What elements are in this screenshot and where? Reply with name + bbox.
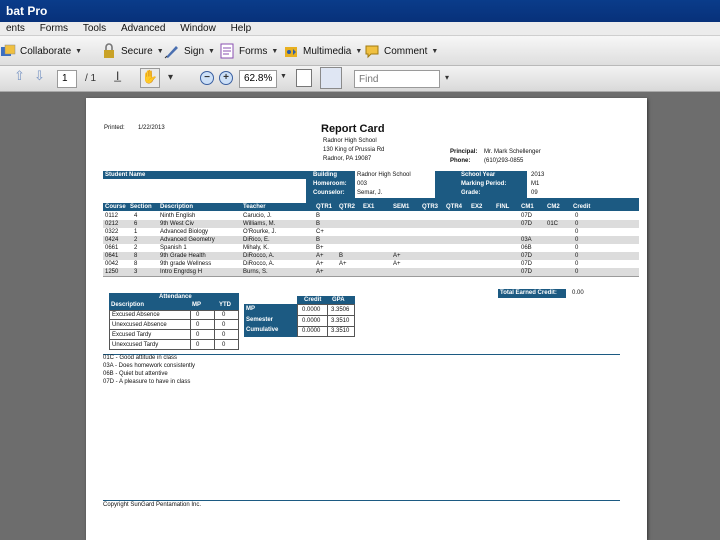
student-name-label: Student Name [105,172,146,178]
marking-period-label: Marking Period: [461,181,507,187]
col-section: Section [130,204,152,210]
forms-button[interactable]: Forms ▼ [219,42,278,60]
cell-course: 0042 [105,261,119,267]
form-icon [219,43,235,59]
cell-cm2: 01C [547,221,559,227]
gpa-credit-value: 0.0000 [302,318,321,324]
col-qtr3: QTR3 [422,204,439,210]
menu-edit[interactable]: ents [6,23,25,34]
next-page-icon[interactable]: ⇩ [34,68,45,83]
multimedia-icon [283,43,299,59]
comment-line: 01C - Good attitude in class [103,355,178,361]
attendance-col-mp: MP [192,302,201,308]
attendance-table [109,310,239,350]
gpa-value: 3.3510 [331,328,350,334]
cell-section: 8 [134,261,138,267]
menu-forms[interactable]: Forms [39,23,69,34]
table-row [103,268,639,276]
select-text-icon[interactable]: I̲ [116,69,120,83]
col-credit: Credit [573,204,591,210]
cell-cm1: 07D [521,213,533,219]
gpa-value: 3.3510 [331,318,350,324]
cell-credit: 0 [575,237,579,243]
attendance-ytd: 0 [222,312,226,318]
report-title: Report Card [321,123,385,135]
zoom-input[interactable]: 62.8% [239,70,277,88]
cell-cm1: 07D [521,269,533,275]
cell-section: 2 [134,245,138,251]
gpa-value: 3.3506 [331,307,350,313]
table-row [110,341,238,350]
col-qtr1: QTR1 [316,204,333,210]
cell-course: 0661 [105,245,119,251]
comment-line: 06B - Quiet but attentive [103,371,168,377]
menu-help[interactable]: Help [230,23,252,34]
gpa-row-labels [244,304,297,337]
table-row [110,331,238,340]
counselor-value: Semar, J. [357,190,383,196]
table-row [110,311,238,320]
counselor-label: Counselor: [313,190,345,196]
school-city: Radnor, PA 19087 [323,156,372,162]
phone-value: (610)293-0855 [484,158,524,164]
col-cm2: CM2 [547,204,560,210]
cell-teacher: DiRocco, A. [243,261,275,267]
cell-section: 4 [134,213,138,219]
cell-qtr2: A+ [339,261,347,267]
cell-qtr1: A+ [316,269,324,275]
window-title: bat Pro [6,4,48,18]
cell-course: 0641 [105,253,119,259]
attendance-divider [214,311,215,349]
cell-course: 1250 [105,269,119,275]
document-page [86,98,647,540]
cell-credit: 0 [575,229,579,235]
cell-cm1: 07D [521,253,533,259]
previous-page-icon[interactable]: ⇧ [14,68,25,83]
phone-label: Phone: [450,158,471,164]
homeroom-value: 003 [357,181,368,187]
course-header-row [103,203,639,211]
zoom-in-icon[interactable]: + [219,71,233,85]
tool-options-icon[interactable]: ▾ [168,72,174,83]
col-cm1: CM1 [521,204,534,210]
cell-qtr1: B [316,221,321,227]
cell-teacher: DiRocco, A. [243,253,275,259]
cell-section: 3 [134,269,138,275]
gpa-credit-value: 0.0000 [302,307,321,313]
cell-qtr1: A+ [316,253,324,259]
cell-description: Spanish 1 [160,245,187,251]
gpa-divider [298,326,354,327]
find-options-icon[interactable]: ▾ [445,73,450,82]
gpa-divider [298,315,354,316]
cell-course: 0322 [105,229,119,235]
cell-qtr1: B+ [316,245,324,251]
cell-credit: 0 [575,253,579,259]
cell-cm1: 07D [521,261,533,267]
attendance-mp: 0 [196,322,200,328]
col-ex2: EX2 [471,204,483,210]
footer-rule [103,500,620,501]
fit-page-icon[interactable] [296,69,312,87]
cell-course: 0112 [105,213,118,219]
attendance-ytd: 0 [222,342,226,348]
cell-teacher: DiRico, E. [243,237,270,243]
grade-value: 09 [531,190,538,196]
table-bottom-rule [103,276,639,277]
menu-advanced[interactable]: Advanced [120,23,166,34]
collaborate-icon [0,43,16,59]
cell-description: 9th Grade Health [160,253,206,259]
printed-label: Printed: [104,125,125,131]
cell-qtr1: A+ [316,261,324,267]
gpa-credit-value: 0.0000 [302,328,321,334]
collaborate-button[interactable]: Collaborate ▼ [0,42,82,60]
cell-teacher: Mihaly, K. [243,245,269,251]
cell-cm1: 06B [521,245,532,251]
attendance-description: Excused Tardy [112,332,152,338]
col-qtr2: QTR2 [339,204,356,210]
total-credit-label-cell [498,289,566,298]
tasks-toolbar [0,36,720,66]
school-name: Radnor High School [323,138,377,144]
cell-description: Advanced Geometry [160,237,215,243]
comment-line: 03A - Does homework consistently [103,363,196,369]
cell-credit: 0 [575,213,579,219]
attendance-mp: 0 [196,332,200,338]
col-finl: FINL [496,204,510,210]
cell-credit: 0 [575,261,579,267]
comment-icon [364,43,380,59]
cell-description: Intro Engrdsg H [160,269,203,275]
cell-description: Ninth English [160,213,196,219]
comments-rule [103,354,620,355]
total-credit-label: Total Earned Credit: [500,290,557,296]
col-teacher: Teacher [243,204,266,210]
principal-value: Mr. Mark Schellenger [484,149,541,155]
cell-course: 0424 [105,237,119,243]
page-total: / 1 [85,73,97,84]
secure-button[interactable]: Secure ▼ [101,42,164,60]
window-title-bar [0,0,720,22]
comment-line: 07D - A pleasure to have in class [103,379,191,385]
gpa-col-credit: Credit [304,297,322,303]
gpa-row-mp: MP [246,306,255,312]
col-qtr4: QTR4 [446,204,463,210]
cell-qtr1: C+ [316,229,324,235]
attendance-ytd: 0 [222,332,226,338]
gpa-header [297,296,355,304]
table-row [103,252,639,260]
attendance-description: Unexcused Tardy [112,342,159,348]
cell-teacher: Carucio, J. [243,213,272,219]
page-navigation-toolbar [0,66,720,92]
copyright-footer: Copyright SunGard Pentamation Inc. [103,502,202,508]
attendance-description: Unexcused Absence [112,322,167,328]
gpa-row-cumulative: Cumulative [246,327,279,333]
cell-cm1: 03A [521,237,532,243]
cell-sem1: A+ [393,253,401,259]
building-label: Building [313,172,337,178]
gpa-divider [327,305,328,336]
menu-bar [0,22,720,36]
attendance-mp: 0 [196,312,200,318]
total-credit-value: 0.00 [572,290,584,296]
cell-course: 0212 [105,221,119,227]
cell-section: 2 [134,237,138,243]
col-course: Course [105,204,126,210]
grade-label: Grade: [461,190,481,196]
cell-qtr2: B [339,253,344,259]
gpa-table [297,304,355,337]
attendance-header [109,293,239,310]
attendance-col-description: Description [111,302,145,308]
attendance-col-ytd: YTD [219,302,231,308]
multimedia-button[interactable]: Multimedia ▼ [283,42,362,60]
gpa-col-gpa: GPA [332,297,345,303]
cell-sem1: A+ [393,261,401,267]
cell-teacher: O'Rourke, J. [243,229,277,235]
attendance-description: Excused Absence [112,312,160,318]
sign-button[interactable]: Sign ▼ [164,42,215,60]
school-year-value: 2013 [531,172,545,178]
lock-icon [101,43,117,59]
school-address: 130 King of Prussia Rd [323,147,385,153]
cell-credit: 0 [575,245,579,251]
table-row [103,236,639,244]
cell-qtr1: B [316,213,321,219]
table-row [103,260,639,268]
attendance-ytd: 0 [222,322,226,328]
col-ex1: EX1 [363,204,375,210]
marking-period-value: M1 [531,181,540,187]
cell-section: 6 [134,221,138,227]
attendance-divider [190,311,191,349]
zoom-out-icon[interactable]: − [200,71,214,85]
menu-tools[interactable]: Tools [82,23,107,34]
school-year-label: School Year [461,172,496,178]
building-value: Radnor High School [357,172,411,178]
printed-date: 1/22/2013 [138,125,165,131]
col-sem1: SEM1 [393,204,410,210]
cell-description: 9th West Civ [160,221,194,227]
table-row [103,212,639,220]
attendance-title: Attendance [159,294,192,300]
cell-cm1: 07D [521,221,533,227]
menu-window[interactable]: Window [180,23,216,34]
table-row [103,220,639,228]
pen-icon [164,43,180,59]
cell-description: 9th grade Wellness [160,261,212,267]
find-input[interactable] [354,70,440,88]
table-row [110,321,238,330]
cell-section: 8 [134,253,138,259]
cell-description: Advanced Biology [160,229,209,235]
gpa-row-semester: Semester [246,317,274,323]
table-row [103,228,639,236]
page-number-input[interactable]: 1 [57,70,77,88]
col-description: Description [160,204,194,210]
cell-credit: 0 [575,221,579,227]
table-row [103,244,639,252]
attendance-mp: 0 [196,342,200,348]
principal-label: Principal: [450,149,478,155]
comment-button[interactable]: Comment ▼ [364,42,438,60]
homeroom-label: Homeroom: [313,181,347,187]
cell-section: 1 [134,229,138,235]
cell-qtr1: B [316,237,321,243]
cell-teacher: Williams, M. [243,221,276,227]
fit-width-icon[interactable] [320,67,342,89]
cell-credit: 0 [575,269,579,275]
cell-teacher: Burns, S. [243,269,268,275]
hand-tool-icon[interactable]: ✋ [140,68,160,88]
zoom-dropdown-icon[interactable]: ▼ [280,73,287,80]
